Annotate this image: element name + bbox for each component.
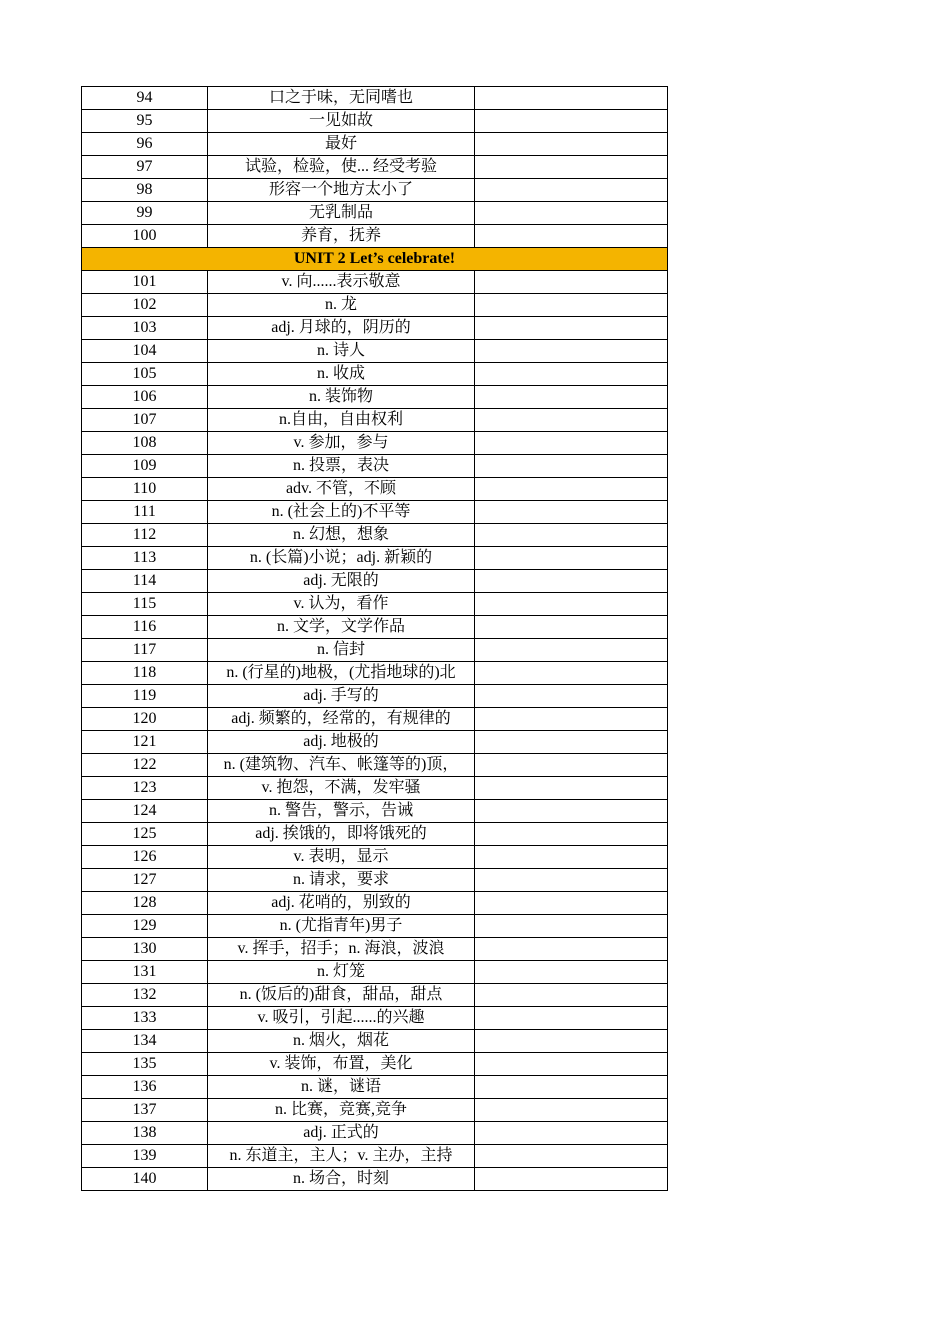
table-row [82, 133, 668, 156]
answer-cell[interactable] [475, 616, 668, 639]
answer-cell[interactable] [475, 432, 668, 455]
chinese-meaning: n. 东道主，主人；v. 主办，主持 [208, 1145, 475, 1168]
table-row [82, 547, 668, 570]
answer-cell[interactable] [475, 110, 668, 133]
table-row [82, 892, 668, 915]
answer-cell[interactable] [475, 892, 668, 915]
table-row [82, 432, 668, 455]
table-row [82, 961, 668, 984]
chinese-meaning: n. (社会上的)不平等 [208, 501, 475, 524]
table-row [82, 1122, 668, 1145]
table-row [82, 1053, 668, 1076]
table-row [82, 524, 668, 547]
answer-cell[interactable] [475, 1007, 668, 1030]
answer-cell[interactable] [475, 317, 668, 340]
answer-cell[interactable] [475, 800, 668, 823]
answer-cell[interactable] [475, 133, 668, 156]
row-number: 101 [82, 271, 208, 294]
chinese-meaning: v. 向......表示敬意 [208, 271, 475, 294]
table-row [82, 409, 668, 432]
row-number: 132 [82, 984, 208, 1007]
chinese-meaning: adj. 频繁的，经常的，有规律的 [208, 708, 475, 731]
answer-cell[interactable] [475, 1168, 668, 1191]
row-number: 99 [82, 202, 208, 225]
table-row [82, 225, 668, 248]
chinese-meaning: adj. 手写的 [208, 685, 475, 708]
table-row [82, 754, 668, 777]
chinese-meaning: n. 龙 [208, 294, 475, 317]
answer-cell[interactable] [475, 961, 668, 984]
answer-cell[interactable] [475, 1053, 668, 1076]
answer-cell[interactable] [475, 639, 668, 662]
table-row [82, 800, 668, 823]
answer-cell[interactable] [475, 570, 668, 593]
table-row [82, 616, 668, 639]
chinese-meaning: adj. 花哨的，别致的 [208, 892, 475, 915]
answer-cell[interactable] [475, 938, 668, 961]
table-row [82, 869, 668, 892]
vocab-table [81, 86, 668, 1191]
table-row [82, 938, 668, 961]
table-row [82, 363, 668, 386]
table-row [82, 1099, 668, 1122]
chinese-meaning: n. 诗人 [208, 340, 475, 363]
chinese-meaning: v. 吸引，引起......的兴趣 [208, 1007, 475, 1030]
table-row [82, 662, 668, 685]
chinese-meaning: v. 表明，显示 [208, 846, 475, 869]
answer-cell[interactable] [475, 777, 668, 800]
row-number: 121 [82, 731, 208, 754]
answer-cell[interactable] [475, 984, 668, 1007]
row-number: 135 [82, 1053, 208, 1076]
answer-cell[interactable] [475, 1076, 668, 1099]
answer-cell[interactable] [475, 1030, 668, 1053]
answer-cell[interactable] [475, 685, 668, 708]
row-number: 112 [82, 524, 208, 547]
answer-cell[interactable] [475, 662, 668, 685]
chinese-meaning: n. 灯笼 [208, 961, 475, 984]
row-number: 107 [82, 409, 208, 432]
row-number: 96 [82, 133, 208, 156]
row-number: 131 [82, 961, 208, 984]
row-number: 102 [82, 294, 208, 317]
chinese-meaning: adj. 正式的 [208, 1122, 475, 1145]
answer-cell[interactable] [475, 846, 668, 869]
answer-cell[interactable] [475, 478, 668, 501]
answer-cell[interactable] [475, 1145, 668, 1168]
chinese-meaning: n. 警告，警示，告诫 [208, 800, 475, 823]
row-number: 123 [82, 777, 208, 800]
chinese-meaning: n. (饭后的)甜食，甜品，甜点 [208, 984, 475, 1007]
row-number: 103 [82, 317, 208, 340]
row-number: 113 [82, 547, 208, 570]
table-row [82, 202, 668, 225]
table-row [82, 1145, 668, 1168]
unit-header-title: UNIT 2 Let’s celebrate! [82, 248, 668, 271]
row-number: 97 [82, 156, 208, 179]
table-row [82, 984, 668, 1007]
chinese-meaning: n. 请求，要求 [208, 869, 475, 892]
answer-cell[interactable] [475, 294, 668, 317]
row-number: 137 [82, 1099, 208, 1122]
answer-cell[interactable] [475, 1122, 668, 1145]
row-number: 94 [82, 87, 208, 110]
answer-cell[interactable] [475, 202, 668, 225]
answer-cell[interactable] [475, 156, 668, 179]
chinese-meaning: 无乳制品 [208, 202, 475, 225]
rows-after [82, 271, 668, 1191]
chinese-meaning: adv. 不管，不顾 [208, 478, 475, 501]
answer-cell[interactable] [475, 869, 668, 892]
row-number: 128 [82, 892, 208, 915]
row-number: 110 [82, 478, 208, 501]
row-number: 124 [82, 800, 208, 823]
chinese-meaning: n. 比赛，竞赛,竞争 [208, 1099, 475, 1122]
table-row [82, 156, 668, 179]
chinese-meaning: v. 认为，看作 [208, 593, 475, 616]
row-number: 108 [82, 432, 208, 455]
chinese-meaning: n. 烟火，烟花 [208, 1030, 475, 1053]
chinese-meaning: 养育，抚养 [208, 225, 475, 248]
table-row [82, 110, 668, 133]
answer-cell[interactable] [475, 708, 668, 731]
answer-cell[interactable] [475, 271, 668, 294]
row-number: 114 [82, 570, 208, 593]
table-row [82, 501, 668, 524]
answer-cell[interactable] [475, 87, 668, 110]
table-row [82, 777, 668, 800]
table-row [82, 708, 668, 731]
row-number: 130 [82, 938, 208, 961]
chinese-meaning: adj. 无限的 [208, 570, 475, 593]
row-number: 119 [82, 685, 208, 708]
table-row [82, 271, 668, 294]
chinese-meaning: n. 装饰物 [208, 386, 475, 409]
table-row [82, 340, 668, 363]
chinese-meaning: adj. 地极的 [208, 731, 475, 754]
answer-cell[interactable] [475, 225, 668, 248]
table-row [82, 731, 668, 754]
table-row [82, 570, 668, 593]
row-number: 104 [82, 340, 208, 363]
answer-cell[interactable] [475, 409, 668, 432]
chinese-meaning: v. 抱怨，不满，发牢骚 [208, 777, 475, 800]
row-number: 100 [82, 225, 208, 248]
row-number: 138 [82, 1122, 208, 1145]
table-row [82, 915, 668, 938]
row-number: 117 [82, 639, 208, 662]
table-row [82, 1168, 668, 1191]
chinese-meaning: n. (长篇)小说；adj. 新颖的 [208, 547, 475, 570]
rows-before [82, 87, 668, 248]
row-number: 105 [82, 363, 208, 386]
chinese-meaning: n. 场合，时刻 [208, 1168, 475, 1191]
row-number: 126 [82, 846, 208, 869]
chinese-meaning: n. (尤指青年)男子 [208, 915, 475, 938]
table-row [82, 639, 668, 662]
chinese-meaning: 试验，检验，使... 经受考验 [208, 156, 475, 179]
answer-cell[interactable] [475, 501, 668, 524]
table-row [82, 1030, 668, 1053]
chinese-meaning: v. 参加，参与 [208, 432, 475, 455]
answer-cell[interactable] [475, 340, 668, 363]
unit-header-row [82, 248, 668, 271]
chinese-meaning: n. 信封 [208, 639, 475, 662]
row-number: 122 [82, 754, 208, 777]
answer-cell[interactable] [475, 754, 668, 777]
answer-cell[interactable] [475, 363, 668, 386]
table-row [82, 1076, 668, 1099]
row-number: 139 [82, 1145, 208, 1168]
chinese-meaning: n. 投票，表决 [208, 455, 475, 478]
answer-cell[interactable] [475, 524, 668, 547]
chinese-meaning: 最好 [208, 133, 475, 156]
row-number: 106 [82, 386, 208, 409]
chinese-meaning: n. 文学，文学作品 [208, 616, 475, 639]
table-row [82, 1007, 668, 1030]
chinese-meaning: n. (行星的)地极，(尤指地球的)北 [208, 662, 475, 685]
table-row [82, 846, 668, 869]
row-number: 140 [82, 1168, 208, 1191]
row-number: 98 [82, 179, 208, 202]
answer-cell[interactable] [475, 823, 668, 846]
row-number: 129 [82, 915, 208, 938]
chinese-meaning: 口之于味，无同嗜也 [208, 87, 475, 110]
row-number: 116 [82, 616, 208, 639]
answer-cell[interactable] [475, 386, 668, 409]
row-number: 136 [82, 1076, 208, 1099]
row-number: 118 [82, 662, 208, 685]
chinese-meaning: n. (建筑物、汽车、帐篷等的)顶， [208, 754, 475, 777]
answer-cell[interactable] [475, 915, 668, 938]
unit-section-header [82, 248, 668, 271]
table-row [82, 317, 668, 340]
row-number: 127 [82, 869, 208, 892]
row-number: 95 [82, 110, 208, 133]
answer-cell[interactable] [475, 1099, 668, 1122]
chinese-meaning: v. 装饰，布置，美化 [208, 1053, 475, 1076]
chinese-meaning: n. 收成 [208, 363, 475, 386]
row-number: 133 [82, 1007, 208, 1030]
chinese-meaning: 一见如故 [208, 110, 475, 133]
row-number: 111 [82, 501, 208, 524]
row-number: 125 [82, 823, 208, 846]
chinese-meaning: adj. 挨饿的，即将饿死的 [208, 823, 475, 846]
table-row [82, 593, 668, 616]
row-number: 134 [82, 1030, 208, 1053]
table-row [82, 455, 668, 478]
table-row [82, 823, 668, 846]
answer-cell[interactable] [475, 547, 668, 570]
answer-cell[interactable] [475, 455, 668, 478]
table-row [82, 386, 668, 409]
table-row [82, 478, 668, 501]
table-row [82, 685, 668, 708]
table-row [82, 179, 668, 202]
chinese-meaning: n. 幻想，想象 [208, 524, 475, 547]
answer-cell[interactable] [475, 731, 668, 754]
row-number: 120 [82, 708, 208, 731]
table-row [82, 87, 668, 110]
chinese-meaning: v. 挥手，招手；n. 海浪，波浪 [208, 938, 475, 961]
chinese-meaning: n.自由，自由权利 [208, 409, 475, 432]
answer-cell[interactable] [475, 593, 668, 616]
row-number: 115 [82, 593, 208, 616]
answer-cell[interactable] [475, 179, 668, 202]
chinese-meaning: n. 谜，谜语 [208, 1076, 475, 1099]
chinese-meaning: 形容一个地方太小了 [208, 179, 475, 202]
chinese-meaning: adj. 月球的，阴历的 [208, 317, 475, 340]
row-number: 109 [82, 455, 208, 478]
table-row [82, 294, 668, 317]
